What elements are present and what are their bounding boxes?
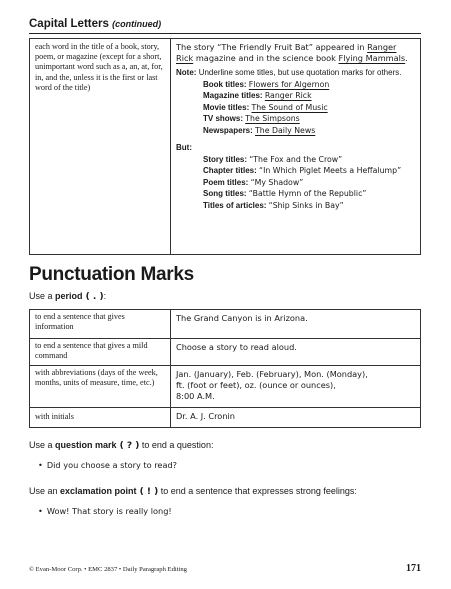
- example-sentence: [176, 42, 415, 64]
- example-cell: Dr. A. J. Cronin: [176, 411, 235, 421]
- excl-intro-end: to end a sentence that expresses strong feelings:: [158, 486, 357, 496]
- title-label: Story titles:: [203, 154, 248, 164]
- header-continued: (continued): [112, 19, 162, 29]
- bullet-icon: •: [38, 506, 43, 516]
- title-item: [203, 90, 415, 102]
- capital-letters-table: [29, 38, 421, 255]
- example-magazine: Ranger Rick: [176, 42, 397, 63]
- title-value: “My Shadow”: [250, 177, 304, 187]
- title-value: “Ship Sinks in Bay”: [268, 200, 344, 210]
- title-label: Newspapers:: [203, 125, 253, 135]
- title-item: [203, 154, 415, 166]
- header-rule: [29, 33, 421, 34]
- section-header: [29, 18, 161, 30]
- question-mark: ( ? ): [116, 441, 140, 451]
- quoted-titles-list: [176, 154, 415, 212]
- period-mark: ( . ): [82, 292, 104, 302]
- title-label: Song titles:: [203, 189, 247, 198]
- list-item: [38, 506, 172, 516]
- title-value: “Battle Hymn of the Republic”: [248, 189, 367, 198]
- title-label: Book titles:: [203, 79, 247, 89]
- rule-cell: to end a sentence that gives a mild command: [30, 339, 171, 365]
- example-cell: The Grand Canyon is in Arizona.: [176, 313, 308, 323]
- example-text-1: The story “The Friendly Fruit Bat” appeared in: [176, 42, 368, 52]
- rule-cell: to end a sentence that gives information: [30, 310, 171, 338]
- excl-intro-pre: Use an: [29, 486, 61, 496]
- bullet-icon: •: [38, 460, 43, 470]
- title-value: The Sound of Music: [251, 102, 328, 112]
- excl-example: Wow! That story is really long!: [46, 506, 172, 516]
- example-cell: Choose a story to read aloud.: [176, 342, 297, 352]
- table-row: [30, 338, 420, 365]
- note-line: [176, 67, 415, 79]
- exclamation-intro: [29, 486, 357, 497]
- title-item: [203, 165, 415, 177]
- title-value: “In Which Piglet Meets a Heffalump”: [259, 166, 402, 175]
- title-label: TV shows:: [203, 114, 244, 123]
- question-intro-pre: Use a: [29, 440, 56, 450]
- header-title: Capital Letters: [29, 18, 109, 30]
- title-value: Flowers for Algernon: [248, 79, 330, 89]
- table-row: [30, 310, 420, 338]
- period-intro-end: :: [103, 291, 107, 301]
- question-term: question mark: [55, 440, 117, 450]
- rule-cell: with abbreviations (days of the week, months, units of measure, time, etc.): [30, 366, 171, 407]
- table-row: [30, 365, 420, 407]
- title-label: Poem titles:: [203, 177, 249, 187]
- title-label: Magazine titles:: [203, 91, 263, 100]
- title-label: Chapter titles:: [203, 166, 257, 175]
- example-cell: [171, 39, 420, 254]
- title-item: [203, 102, 415, 114]
- period-term: period: [55, 291, 83, 301]
- page-number: 171: [406, 563, 421, 574]
- title-item: [203, 79, 415, 91]
- underlined-titles-list: [176, 79, 415, 137]
- question-intro: [29, 440, 213, 451]
- excl-mark: ( ! ): [136, 487, 159, 497]
- title-item: [203, 113, 415, 125]
- title-value: The Daily News: [255, 125, 316, 135]
- title-item: [203, 177, 415, 189]
- punctuation-heading: Punctuation Marks: [29, 264, 194, 285]
- title-value: “The Fox and the Crow”: [249, 154, 343, 164]
- footer-credit: © Evan-Moor Corp. • EMC 2837 • Daily Paragraph Editing: [29, 566, 187, 573]
- question-intro-end: to end a question:: [139, 440, 214, 450]
- question-example: Did you choose a story to read?: [46, 460, 178, 470]
- example-end: .: [405, 53, 408, 63]
- title-label: Movie titles:: [203, 102, 250, 112]
- but-label: But:: [176, 143, 192, 152]
- note-text: Underline some titles, but use quotation marks for others.: [198, 68, 402, 77]
- example-line: Jan. (January), Feb. (February), Mon. (Monday),: [176, 369, 368, 379]
- rule-cell: each word in the title of a book, story, poem, or magazine (except for a short, unimportant word such as a, an, at, for, in, and the, unless it is the first or last word of the title): [30, 39, 171, 254]
- table-row: [30, 407, 420, 427]
- list-item: [38, 460, 177, 470]
- title-value: The Simpsons: [245, 114, 300, 123]
- period-intro-pre: Use a: [29, 291, 56, 301]
- example-cell: [171, 366, 420, 407]
- example-book: Flying Mammals: [338, 53, 406, 63]
- title-item: [203, 188, 415, 200]
- title-label: Titles of articles:: [203, 200, 267, 210]
- title-item: [203, 200, 415, 212]
- example-line: ft. (foot or feet), oz. (ounce or ounces),: [176, 380, 336, 390]
- note-label: Note:: [176, 68, 197, 77]
- title-item: [203, 125, 415, 137]
- rule-cell: with initials: [30, 408, 171, 427]
- excl-term: exclamation point: [60, 486, 137, 496]
- title-value: Ranger Rick: [264, 91, 312, 100]
- period-table: [29, 309, 421, 428]
- example-line: 8:00 A.M.: [176, 391, 215, 401]
- period-intro: [29, 291, 106, 302]
- example-text-2: magazine and in the science book: [193, 53, 339, 63]
